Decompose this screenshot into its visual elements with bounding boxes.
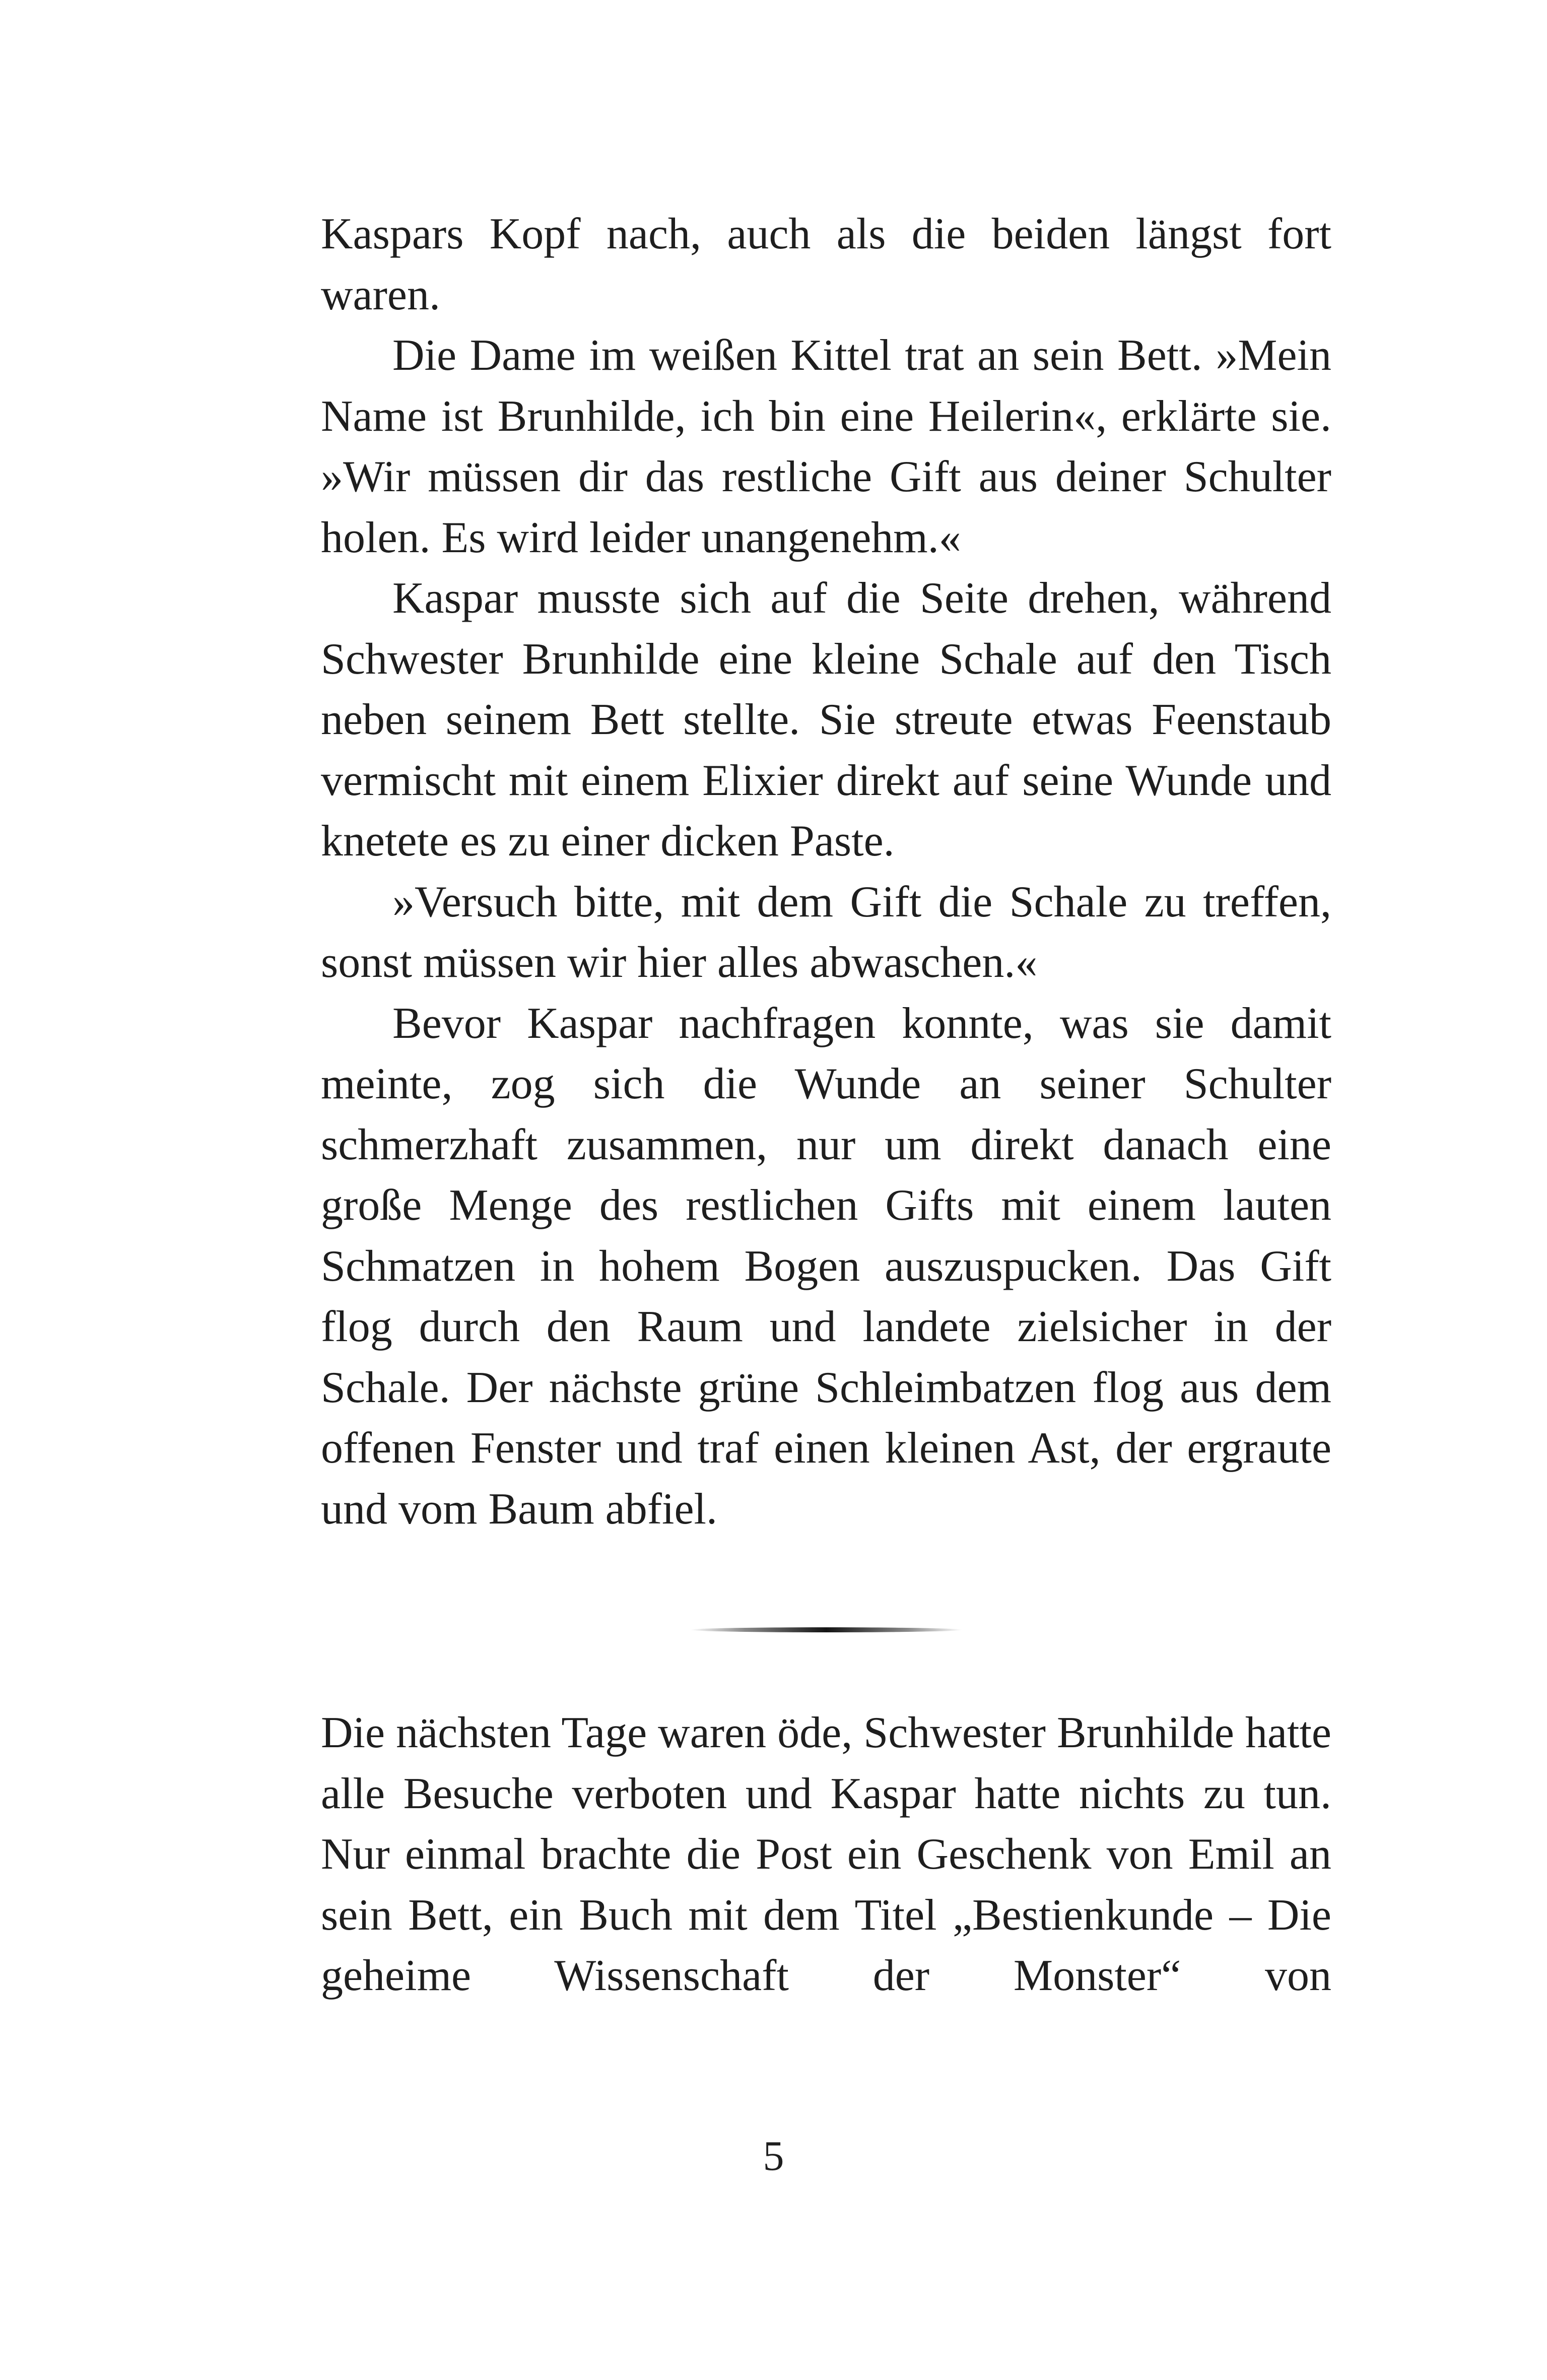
paragraph: Kaspar musste sich auf die Seite drehen, während Schwester Brunhilde eine kleine Schale auf den Tisch neben seinem Bett stellte. Sie streute etwas Feenstaub vermischt mit einem Elixier direkt auf seine Wunde und knetete es zu einer dicken Paste. — [321, 574, 1331, 866]
paragraph: Bevor Kaspar nachfragen konnte, was sie damit meinte, zog sich die Wunde an seiner Schulter schmerzhaft zusammen, nur um direkt danach eine große Menge des restlichen Gifts mit einem lauten Schmatzen in hohem Bogen auszuspucken. Das Gift flog durch den Raum und landete zielsicher in der Schale. Der nächste grüne Schleimbatzen flog aus dem offenen Fenster und traf einen kleinen Ast, der ergraute und vom Baum abfiel. — [321, 999, 1331, 1534]
text-section-1 — [321, 204, 1331, 1540]
text-section-2 — [321, 1703, 1331, 2007]
paragraph: »Versuch bitte, mit dem Gift die Schale zu treffen, sonst müssen wir hier alles abwaschen.« — [321, 877, 1331, 987]
page-number: 5 — [763, 2133, 784, 2179]
paragraph: Die nächsten Tage waren öde, Schwester Brunhilde hatte alle Besuche verboten und Kaspar hatte nichts zu tun. Nur einmal brachte die Post ein Geschenk von Emil an sein Bett, ein Buch mit dem Titel „Bestienkunde – Die geheime Wissenschaft der Monster“ von — [321, 1708, 1331, 2000]
scene-break-divider — [690, 1627, 962, 1632]
paragraph: Kaspars Kopf nach, auch als die beiden längst fort waren. — [321, 210, 1331, 319]
paragraph: Die Dame im weißen Kittel trat an sein Bett. »Mein Name ist Brunhilde, ich bin eine Heilerin«, erklärte sie. »Wir müssen dir das restliche Gift aus deiner Schulter holen. Es wird leider unangenehm.« — [321, 331, 1331, 562]
